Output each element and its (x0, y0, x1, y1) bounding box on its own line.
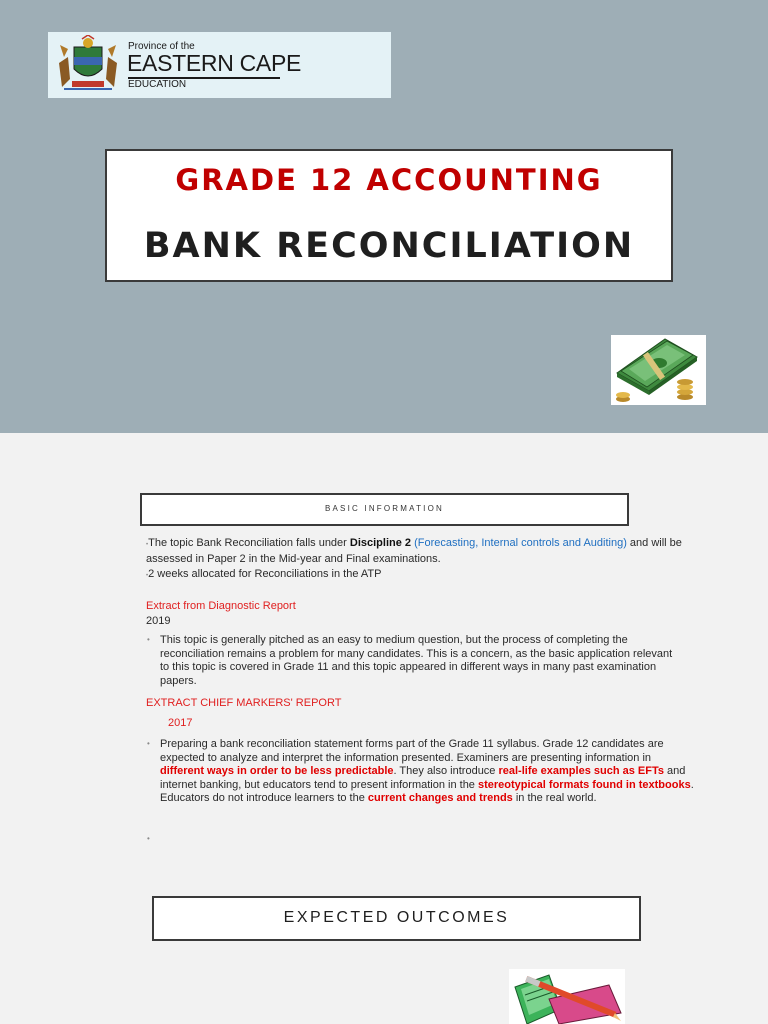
weeks-text: 2 weeks allocated for Reconciliations in the ATP (148, 568, 382, 580)
chief-highlight-1: different ways in order to be less predictable (160, 765, 394, 778)
money-stack-icon (611, 335, 706, 405)
chief-highlight-3: stereotypical formats found in textbooks (477, 778, 691, 791)
chief-markers-heading: EXTRACT CHIEF MARKERS' REPORT (146, 697, 342, 709)
basic-information-header (140, 493, 629, 526)
discipline-text: Discipline 2 (349, 537, 412, 549)
diagnostic-bullet: • (147, 635, 150, 644)
logo-education-text: EDUCATION (128, 79, 187, 90)
eastern-cape-logo (48, 32, 391, 98)
chief-text-3: and internet banking, but educators tend to present information in the (160, 765, 686, 791)
books-image (509, 969, 625, 1024)
chief-bullet: • (147, 739, 150, 748)
title-box (105, 149, 673, 282)
basic-information-label: BASIC INFORMATION (324, 504, 445, 513)
topic-title: BANK RECONCILIATION (143, 226, 635, 266)
expected-outcomes-header (152, 896, 641, 941)
weeks-bullet: • (146, 573, 149, 579)
diagnostic-heading: Extract from Diagnostic Report (146, 600, 296, 612)
diagnostic-year: 2019 (146, 615, 171, 627)
info-slide (0, 433, 768, 1024)
chief-text-1: Preparing a bank reconciliation statement forms part of the Grade 11 syllabus. Grade 12 candidates are expected to analyze and interpret the information presented. Examiners are presenting information in (160, 738, 664, 764)
topic-bullet: • (146, 542, 149, 548)
chief-markers-text (160, 738, 695, 806)
weeks-line (146, 568, 694, 584)
chief-text-5: in the real world. (512, 792, 597, 805)
chief-text-2: . They also introduce (393, 765, 499, 778)
logo-province-text: Province of the (128, 41, 195, 52)
title-slide (0, 0, 768, 433)
chief-text-4: . Educators do not introduce learners to the (160, 778, 694, 805)
books-pencil-icon (509, 969, 625, 1024)
chief-markers-year: 2017 (168, 717, 193, 729)
coat-of-arms-icon (54, 35, 122, 95)
topic-text-1: The topic Bank Reconciliation falls under (148, 537, 350, 549)
chief-highlight-4: current changes and trends (367, 792, 513, 805)
money-image (611, 335, 706, 405)
empty-bullet: • (147, 834, 150, 843)
diagnostic-text: This topic is generally pitched as an easy to medium question, but the process of completing the reconciliation remains a problem for many candidates. This is a concern, as the basic application relevant to this topic is covered in Grade 11 and this topic appeared in different ways in many past examination papers. (160, 634, 673, 687)
chief-highlight-2: real-life examples such as EFTs (498, 765, 664, 778)
logo-eastern-cape-text: EASTERN CAPE (127, 50, 302, 76)
expected-outcomes-label: EXPECTED OUTCOMES (283, 909, 510, 926)
discipline-detail: (Forecasting, Internal controls and Auditing) (414, 537, 627, 549)
subject-title: GRADE 12 ACCOUNTING (175, 163, 603, 197)
topic-text-2: and will be assessed in Paper 2 in the Mid-year and Final examinations. (146, 537, 682, 565)
topic-paragraph (146, 537, 694, 566)
